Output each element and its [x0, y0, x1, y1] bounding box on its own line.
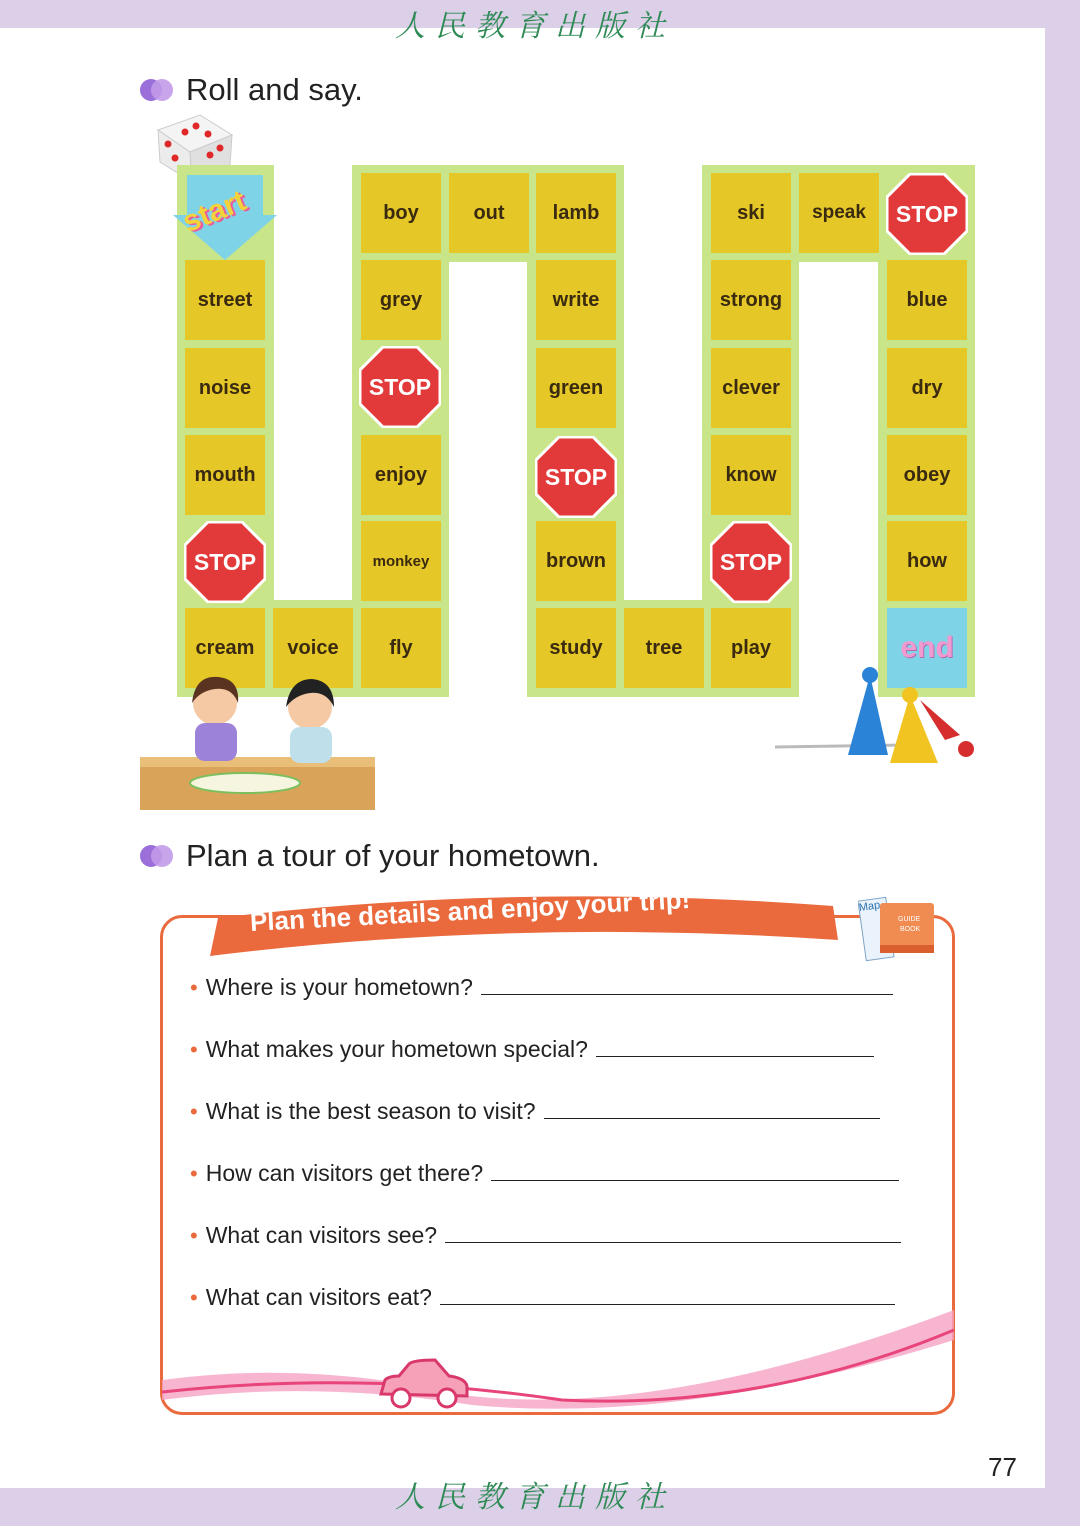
- board-square-street[interactable]: street: [185, 260, 265, 340]
- stop-label: STOP: [719, 548, 783, 575]
- board-square-enjoy[interactable]: enjoy: [361, 435, 441, 515]
- answer-line[interactable]: [544, 1114, 880, 1119]
- board-square-brown[interactable]: brown: [536, 521, 616, 601]
- section-title-plan-a-tour: [140, 838, 600, 874]
- map-label: Map: [858, 899, 881, 915]
- children-playing-illustration: [140, 665, 380, 815]
- board-stop-sign[interactable]: [710, 521, 792, 603]
- board-square-noise[interactable]: noise: [185, 348, 265, 428]
- question-text: What is the best season to visit?: [205, 1098, 536, 1124]
- bullet-dot: •: [190, 1099, 198, 1124]
- stop-label: STOP: [895, 200, 959, 227]
- car-icon: [375, 1358, 471, 1410]
- section-bullet-icon: [140, 845, 174, 867]
- board-square-voice[interactable]: voice: [273, 608, 353, 688]
- board-square-study[interactable]: study: [536, 608, 616, 688]
- bullet-dot: •: [190, 1161, 198, 1186]
- bullet-dot: •: [190, 1037, 198, 1062]
- board-square-dry[interactable]: dry: [887, 348, 967, 428]
- svg-text:GUIDE: GUIDE: [898, 916, 921, 923]
- guide-book-icon: [858, 893, 938, 965]
- board-square-know[interactable]: know: [711, 435, 791, 515]
- question-text: What can visitors eat?: [205, 1284, 432, 1310]
- page-number: 77: [988, 1452, 1017, 1482]
- question-item: [190, 1160, 899, 1187]
- bullet-dot: •: [190, 1285, 198, 1310]
- question-item: [190, 974, 893, 1001]
- board-square-fly[interactable]: fly: [361, 608, 441, 688]
- question-item: [190, 1098, 880, 1125]
- answer-line[interactable]: [481, 990, 893, 995]
- section-title-roll-and-say: [140, 72, 363, 108]
- question-item: [190, 1036, 874, 1063]
- end-label: end: [900, 631, 954, 664]
- section-title-text: Roll and say.: [186, 72, 363, 107]
- board-square-mouth[interactable]: mouth: [185, 435, 265, 515]
- board-square-monkey[interactable]: monkey: [361, 521, 441, 601]
- game-pieces-icon: [770, 665, 985, 775]
- banner-text: Plan the details and enjoy your trip!: [249, 883, 691, 937]
- answer-line[interactable]: [596, 1052, 874, 1057]
- publisher-watermark-top: 人民教育出版社: [395, 9, 675, 44]
- board-square-speak[interactable]: speak: [799, 173, 879, 253]
- bullet-dot: •: [190, 1223, 198, 1248]
- board-square-lamb[interactable]: lamb: [536, 173, 616, 253]
- answer-line[interactable]: [445, 1238, 901, 1243]
- board-square-tree[interactable]: tree: [624, 608, 704, 688]
- question-text: What makes your hometown special?: [205, 1036, 588, 1062]
- board-square-blue[interactable]: blue: [887, 260, 967, 340]
- question-text: Where is your hometown?: [205, 974, 473, 1000]
- board-stop-sign[interactable]: [886, 173, 968, 255]
- board-stop-sign[interactable]: [535, 436, 617, 518]
- board-square-strong[interactable]: strong: [711, 260, 791, 340]
- board-square-play[interactable]: play: [711, 608, 791, 688]
- stop-label: STOP: [368, 373, 432, 400]
- question-item: [190, 1222, 901, 1249]
- section-title-text: Plan a tour of your hometown.: [186, 838, 600, 873]
- stop-label: STOP: [544, 463, 608, 490]
- board-square-obey[interactable]: obey: [887, 435, 967, 515]
- board-square-cream[interactable]: cream: [185, 608, 265, 688]
- question-text: What can visitors see?: [205, 1222, 438, 1248]
- answer-line[interactable]: [491, 1176, 899, 1181]
- board-square-green[interactable]: green: [536, 348, 616, 428]
- board-square-out[interactable]: out: [449, 173, 529, 253]
- bullet-dot: •: [190, 975, 198, 1000]
- board-square-write[interactable]: write: [536, 260, 616, 340]
- svg-text:BOOK: BOOK: [900, 926, 921, 933]
- question-text: How can visitors get there?: [205, 1160, 484, 1186]
- board-square-ski[interactable]: ski: [711, 173, 791, 253]
- publisher-watermark-bottom: 人民教育出版社: [395, 1480, 675, 1515]
- board-stop-sign[interactable]: [184, 521, 266, 603]
- board-square-boy[interactable]: boy: [361, 173, 441, 253]
- board-square-grey[interactable]: grey: [361, 260, 441, 340]
- board-square-how[interactable]: how: [887, 521, 967, 601]
- board-stop-sign[interactable]: [359, 346, 441, 428]
- section-bullet-icon: [140, 79, 174, 101]
- stop-label: STOP: [193, 548, 257, 575]
- board-square-clever[interactable]: clever: [711, 348, 791, 428]
- start-label: start: [177, 184, 251, 240]
- road-swoosh-decoration: [162, 1300, 954, 1413]
